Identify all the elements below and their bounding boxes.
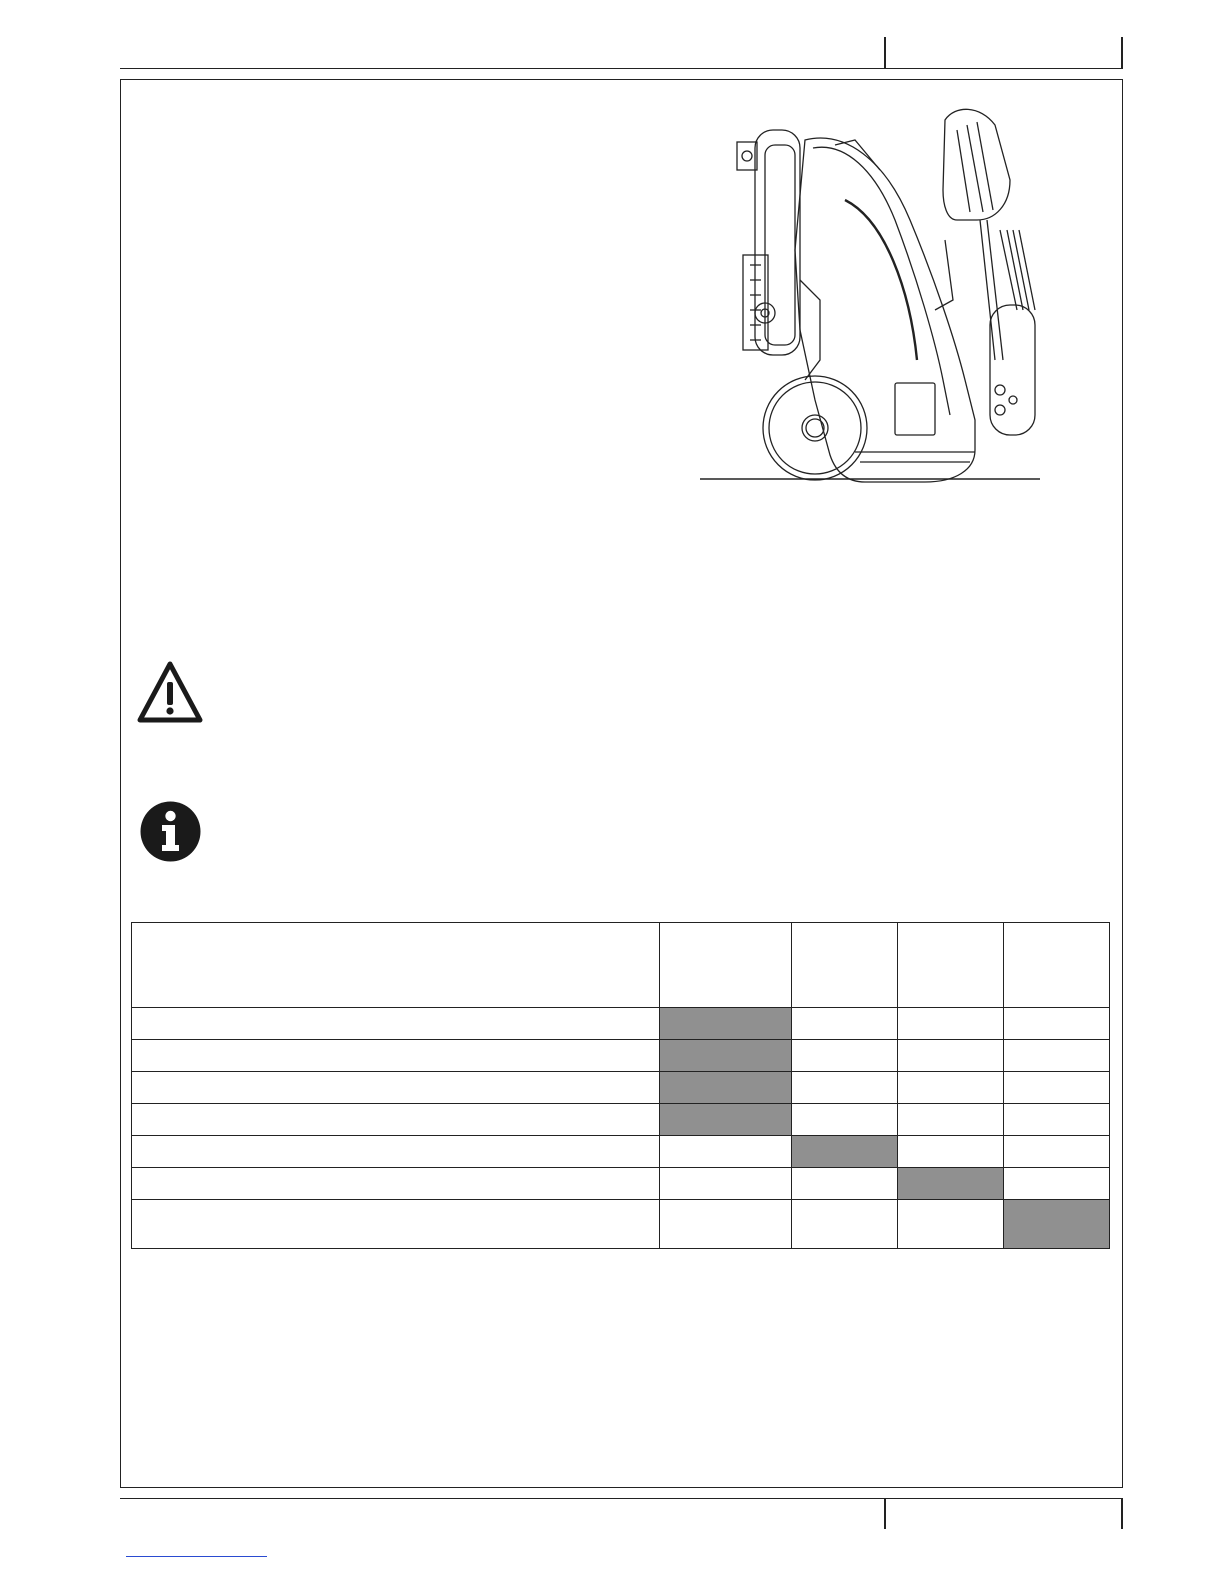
table-row	[132, 1136, 1110, 1168]
schedule-cell-filled	[660, 1072, 792, 1104]
procedure-cell	[132, 1008, 660, 1040]
schedule-cell	[792, 1168, 898, 1200]
schedule-cell-filled	[660, 1040, 792, 1072]
schedule-cell-filled	[660, 1104, 792, 1136]
procedure-cell	[132, 1040, 660, 1072]
schedule-cell	[660, 1136, 792, 1168]
schedule-cell	[898, 1040, 1004, 1072]
header-col-1	[660, 923, 792, 1008]
schedule-cell	[1004, 1136, 1110, 1168]
schedule-cell	[792, 1040, 898, 1072]
header-tick-right	[1121, 37, 1123, 68]
schedule-cell	[1004, 1040, 1110, 1072]
procedure-cell	[132, 1200, 660, 1249]
header-col-2	[792, 923, 898, 1008]
header-col-4	[1004, 923, 1110, 1008]
footer-rule	[120, 1498, 1123, 1499]
schedule-cell	[792, 1200, 898, 1249]
footer-tick-left	[884, 1498, 886, 1529]
procedure-cell	[132, 1104, 660, 1136]
procedure-cell	[132, 1136, 660, 1168]
schedule-cell	[898, 1200, 1004, 1249]
procedure-cell	[132, 1072, 660, 1104]
schedule-cell-filled	[660, 1008, 792, 1040]
header-tick-left	[884, 37, 886, 68]
machine-illustration	[695, 100, 1045, 485]
schedule-cell	[660, 1200, 792, 1249]
table-row	[132, 1008, 1110, 1040]
footer-link-underline[interactable]	[126, 1556, 267, 1557]
procedure-cell	[132, 1168, 660, 1200]
schedule-cell	[898, 1072, 1004, 1104]
header-procedure	[132, 923, 660, 1008]
schedule-cell-filled	[792, 1136, 898, 1168]
table-row	[132, 1040, 1110, 1072]
footer-tick-right	[1121, 1498, 1123, 1529]
table-row	[132, 1072, 1110, 1104]
schedule-cell	[898, 1008, 1004, 1040]
schedule-cell	[1004, 1168, 1110, 1200]
info-circle-icon	[140, 801, 201, 862]
table-row	[132, 1200, 1110, 1249]
schedule-cell-filled	[1004, 1200, 1110, 1249]
maintenance-schedule-table	[131, 922, 1110, 1249]
schedule-cell	[792, 1072, 898, 1104]
schedule-cell	[1004, 1104, 1110, 1136]
schedule-cell	[1004, 1008, 1110, 1040]
schedule-cell	[898, 1136, 1004, 1168]
table-header-row	[132, 923, 1110, 1008]
schedule-cell	[792, 1104, 898, 1136]
table-row	[132, 1104, 1110, 1136]
schedule-cell-filled	[898, 1168, 1004, 1200]
schedule-cell	[660, 1168, 792, 1200]
schedule-cell	[898, 1104, 1004, 1136]
header-col-3	[898, 923, 1004, 1008]
table-row	[132, 1168, 1110, 1200]
schedule-cell	[792, 1008, 898, 1040]
warning-triangle-icon	[136, 660, 204, 724]
header-rule	[120, 68, 1123, 69]
schedule-cell	[1004, 1072, 1110, 1104]
